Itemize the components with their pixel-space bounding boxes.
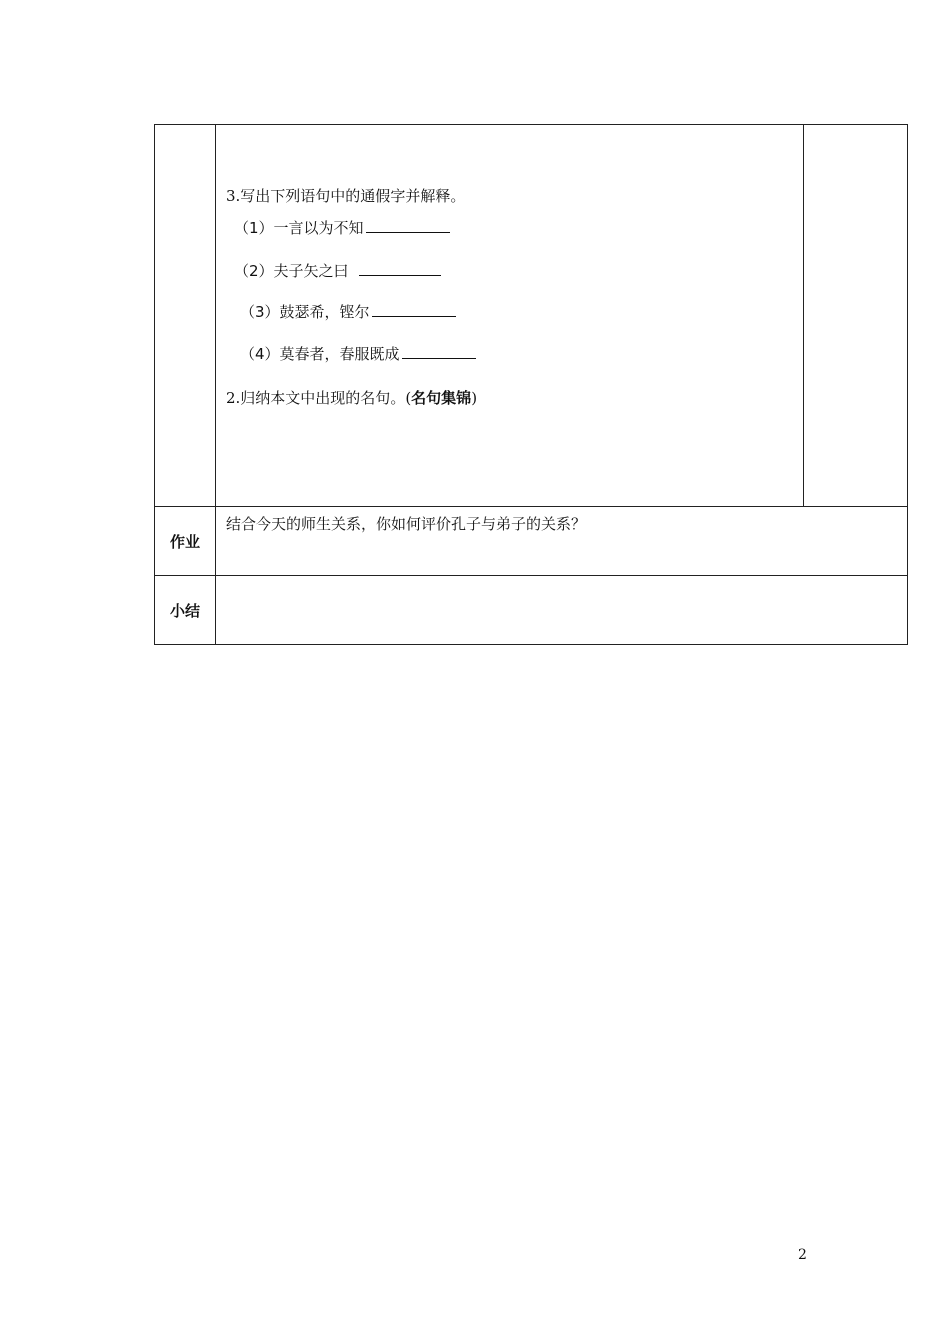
question2-prompt-start: 2.归纳本文中出现的名句。( xyxy=(226,389,412,407)
question3-item-text: （4）莫春者，春服既成 xyxy=(240,345,400,363)
exercise-row xyxy=(155,125,908,507)
question3-item-2 xyxy=(234,260,441,281)
question3-item-text: （2）夫子矢之曰 xyxy=(234,262,349,280)
question3-item-text: （3）鼓瑟希，铿尔 xyxy=(240,303,370,321)
question3-item-1 xyxy=(234,217,450,238)
question2-prompt xyxy=(226,387,477,408)
homework-row xyxy=(155,507,908,576)
question3-prompt: 3.写出下列语句中的通假字并解释。 xyxy=(226,187,466,205)
page-number: 2 xyxy=(798,1247,807,1263)
exercise-label-cell xyxy=(155,125,216,507)
summary-text xyxy=(216,576,907,644)
question3-item-4 xyxy=(240,343,476,364)
homework-text: 结合今天的师生关系，你如何评价孔子与弟子的关系？ xyxy=(226,515,587,533)
summary-row xyxy=(155,576,908,645)
question3-item-3 xyxy=(240,301,456,322)
answer-blank xyxy=(372,302,456,317)
answer-blank xyxy=(359,261,441,276)
exercise-content-cell xyxy=(216,125,804,507)
question2-prompt-bold: 名句集锦 xyxy=(411,389,472,407)
homework-content-cell xyxy=(216,507,908,576)
exercise-notes-cell xyxy=(804,125,908,507)
question2-prompt-end: ) xyxy=(471,389,478,407)
answer-blank xyxy=(366,218,450,233)
summary-label: 小结 xyxy=(155,576,216,645)
question3-item-text: （1）一言以为不知 xyxy=(234,219,364,237)
lesson-table xyxy=(154,124,908,645)
summary-content-cell xyxy=(216,576,908,645)
answer-blank xyxy=(402,344,476,359)
homework-label: 作业 xyxy=(155,507,216,576)
